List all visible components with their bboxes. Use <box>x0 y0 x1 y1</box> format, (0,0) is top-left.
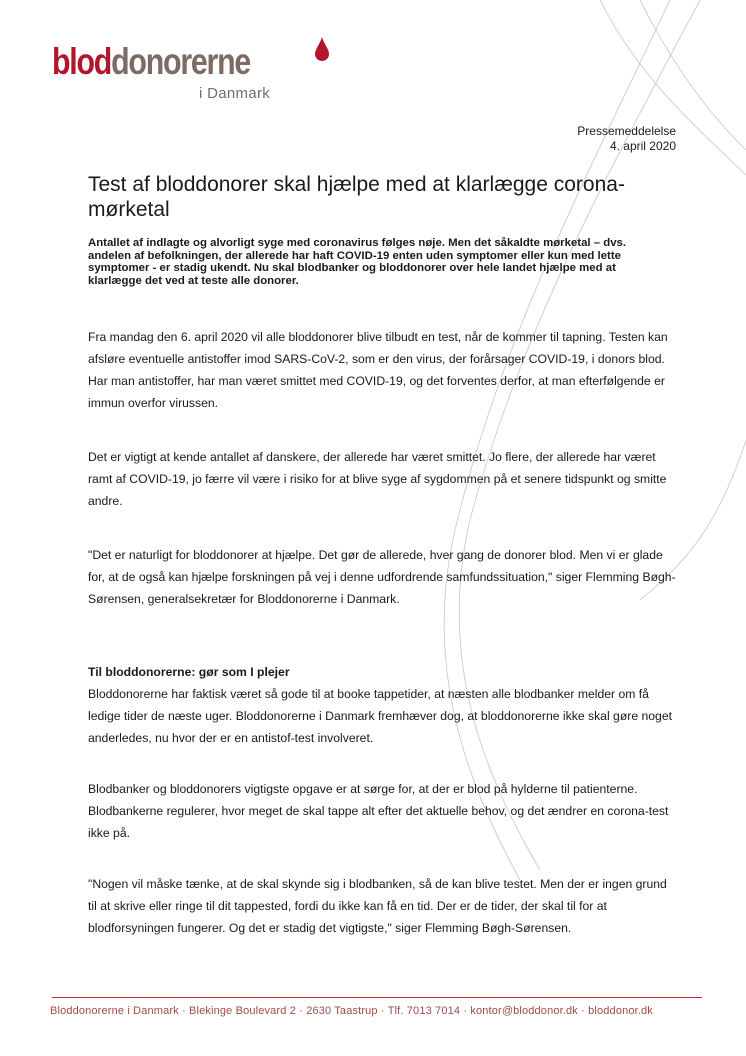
body-paragraph-6: "Nogen vil måske tænke, at de skal skynde sig i blodbanken, så de kan blive testet. Men der er ingen grund til at skrive eller ringe til dit tappested, fordi du ikke kan få en tid. Der er de tider, der skal til for at blodforsyningen fungerer. Og det er stadig det vigtigste," siger Flemming Bøgh-Sørensen. <box>88 877 667 935</box>
body-paragraph-1: Fra mandag den 6. april 2020 vil alle bloddonorer blive tilbudt en test, når de kommer til tapning. Testen kan afsløre eventuelle antistoffer imod SARS-CoV-2, som er den virus, der forårsager COVID-19, i donors blod. Har man antistoffer, har man været smittet med COVID-19, og det forventes derfor, at man efterfølgende er immun overfor virussen. <box>88 330 668 410</box>
logo-wordmark <box>52 40 250 84</box>
body-paragraph-5: Blodbanker og bloddonorers vigtigste opgave er at sørge for, at der er blod på hylderne til patienterne. Blodbankerne regulerer, hvor meget de skal tappe alt efter det aktuelle behov, og det ændrer en corona-test ikke på. <box>88 782 669 840</box>
blood-drop-icon <box>314 36 330 62</box>
body-paragraph-3: "Det er naturligt for bloddonorer at hjælpe. Det gør de allerede, hver gang de donorer blod. Men vi er glade for, at de også kan hjælpe forskningen på vej i denne udfordrende samfundssituation," siger Flemming Bøgh-Sørensen, generalsekretær for Bloddonorerne i Danmark. <box>88 548 676 606</box>
section-heading: Til bloddonorerne: gør som I plejer <box>88 665 290 679</box>
footer-divider <box>52 997 702 998</box>
body-paragraph-4: Bloddonorerne har faktisk været så gode til at booke tappetider, at næsten alle blodbanker melder om få ledige tider de næste uger. Bloddonorerne i Danmark fremhæver dog, at bloddonorerne ikke skal gøre noget anderledes, nu hvor der er en antistof-test involveret. <box>88 687 672 745</box>
footer-contact: Bloddonorerne i Danmark · Blekinge Boulevard 2 · 2630 Taastrup · Tlf. 7013 7014 · kontor@bloddonor.dk · bloddonor.dk <box>50 1005 653 1017</box>
logo-word-part1: blod <box>52 41 112 82</box>
logo-subtitle: i Danmark <box>199 85 271 102</box>
logo <box>52 40 342 110</box>
lead-paragraph: Antallet af indlagte og alvorligt syge med coronavirus følges nøje. Men det såkaldte mørketal – dvs. andelen af befolkningen, der allerede har haft COVID-19 enten uden symptomer eller kun med lette symptomer - er stadig ukendt. Nu skal blodbanker og bloddonorer over hele landet hjælpe med at klarlægge det ved at teste alle donorer. <box>88 237 627 287</box>
document-type: Pressemeddelelse <box>577 124 676 138</box>
press-meta <box>577 124 676 154</box>
logo-word-part2: donorerne <box>111 41 251 82</box>
body-paragraph-2: Det er vigtigt at kende antallet af danskere, der allerede har været smittet. Jo flere, der allerede har været ramt af COVID-19, jo færre vil være i risiko for at blive syge af sygdommen på et senere tidspunkt og smitte andre. <box>88 450 667 508</box>
release-date: 4. april 2020 <box>609 139 676 153</box>
page-title: Test af bloddonorer skal hjælpe med at klarlægge corona-mørketal <box>88 173 625 221</box>
